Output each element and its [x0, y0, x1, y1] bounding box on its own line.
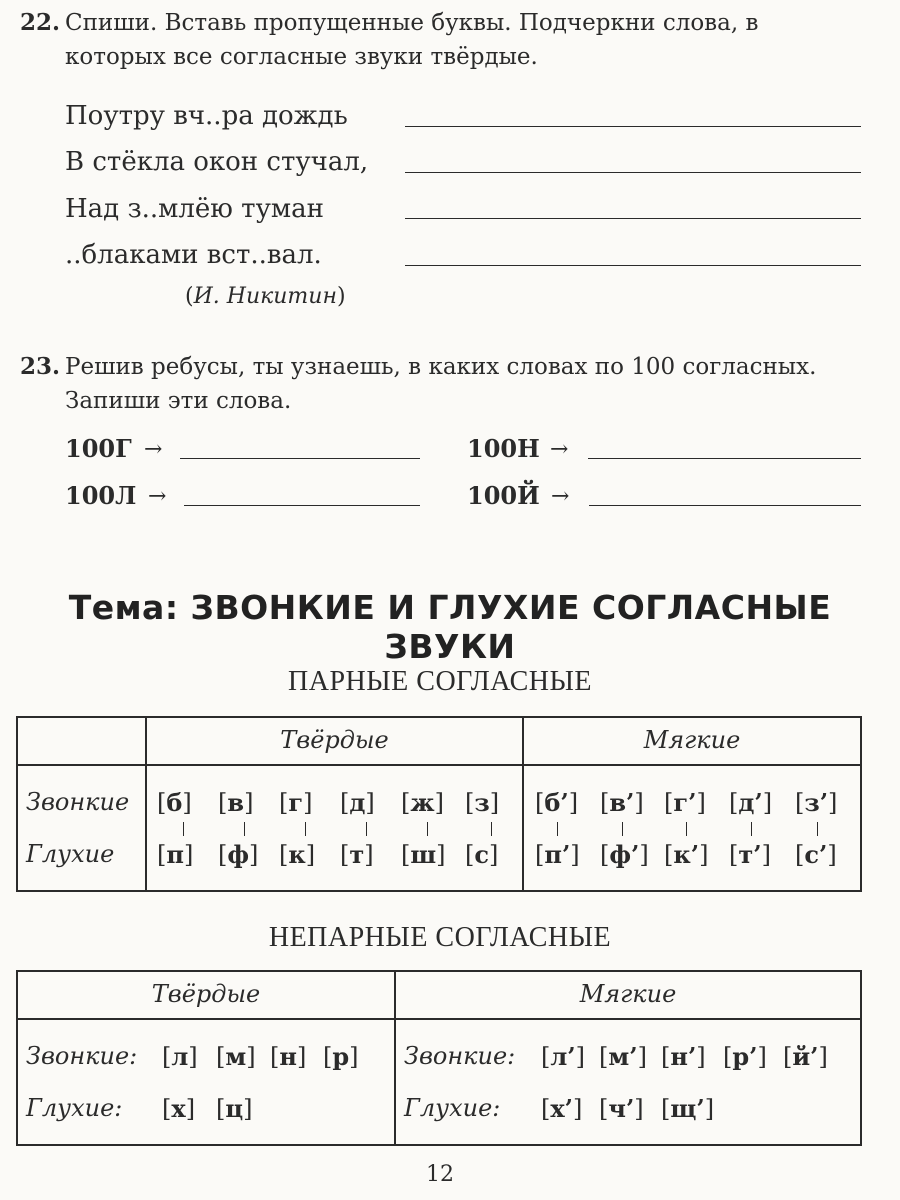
poem-line-3: Над з..млёю туман — [65, 194, 324, 224]
answer-line-4[interactable] — [405, 265, 861, 266]
author-name: И. Никитин — [193, 284, 337, 309]
rebus-answer-line-3[interactable] — [184, 505, 420, 506]
rebus-answer-line-1[interactable] — [180, 458, 420, 459]
sound-hard-voiceless: [т] — [340, 840, 374, 869]
sound-unpaired-soft-voiced: [л’] — [541, 1042, 586, 1071]
sound-hard-voiced: [ж] — [401, 788, 444, 817]
pair-connector — [491, 822, 492, 836]
unpaired-soft-row-voiceless: Глухие: — [404, 1094, 501, 1122]
sound-hard-voiceless: [ш] — [401, 840, 446, 869]
sound-hard-voiced: [д] — [340, 788, 375, 817]
sound-hard-voiced: [г] — [279, 788, 313, 817]
answer-line-3[interactable] — [405, 218, 861, 219]
task-23-number: 23. — [20, 353, 61, 380]
rebus-4: 100Й — [467, 481, 540, 510]
rebus-1: 100Г — [65, 434, 132, 463]
sound-soft-voiceless: [ф’] — [600, 840, 649, 869]
unpaired-col-soft: Мягкие — [579, 980, 677, 1008]
sound-soft-voiceless: [п’] — [535, 840, 580, 869]
page-number: 12 — [426, 1162, 454, 1187]
answer-line-2[interactable] — [405, 172, 861, 173]
pair-connector — [557, 822, 558, 836]
paired-heading: ПАРНЫЕ СОГЛАСНЫЕ — [288, 666, 592, 697]
sound-soft-voiced: [б’] — [535, 788, 579, 817]
sound-unpaired-soft-voiceless: [ч’] — [599, 1094, 644, 1123]
pair-connector — [817, 822, 818, 836]
rebus-answer-line-2[interactable] — [588, 458, 861, 459]
sound-soft-voiced: [в’] — [600, 788, 644, 817]
unpaired-heading: НЕПАРНЫЕ СОГЛАСНЫЕ — [268, 922, 612, 953]
task-23-instructions: Решив ребусы, ты узнаешь, в каких словах по 100 согласных. Запиши эти слова. — [65, 354, 817, 414]
sound-unpaired-soft-voiceless: [щ’] — [661, 1094, 715, 1123]
table-divider — [16, 1018, 862, 1020]
table-divider — [16, 764, 862, 766]
sound-unpaired-soft-voiceless: [х’] — [541, 1094, 583, 1123]
sound-unpaired-soft-voiced: [м’] — [599, 1042, 647, 1071]
sound-unpaired-hard-voiced: [м] — [216, 1042, 256, 1071]
sound-hard-voiced: [б] — [157, 788, 192, 817]
task-22-number: 22. — [20, 9, 61, 36]
unpaired-soft-row-voiced: Звонкие: — [404, 1042, 516, 1070]
sound-soft-voiceless: [т’] — [729, 840, 771, 869]
rebus-2: 100Н — [467, 434, 540, 463]
pair-connector — [751, 822, 752, 836]
sound-unpaired-soft-voiced: [н’] — [661, 1042, 706, 1071]
sound-hard-voiceless: [к] — [279, 840, 316, 869]
paired-col-hard: Твёрдые — [280, 726, 389, 754]
paired-col-soft: Мягкие — [643, 726, 741, 754]
topic-title: Тема: ЗВОНКИЕ И ГЛУХИЕ СОГЛАСНЫЕ ЗВУКИ — [68, 588, 832, 666]
paired-row-voiced: Звонкие — [26, 788, 130, 816]
sound-soft-voiced: [з’] — [795, 788, 838, 817]
pair-connector — [244, 822, 245, 836]
rebus-3: 100Л — [65, 481, 137, 510]
pair-connector — [366, 822, 367, 836]
arrow-icon: → — [551, 484, 570, 509]
sound-unpaired-hard-voiced: [н] — [270, 1042, 307, 1071]
sound-hard-voiced: [з] — [465, 788, 500, 817]
arrow-icon: → — [148, 484, 167, 509]
sound-unpaired-soft-voiced: [й’] — [783, 1042, 828, 1071]
poem-author: (И. Никитин) — [185, 284, 346, 309]
unpaired-hard-row-voiced: Звонкие: — [26, 1042, 138, 1070]
sound-soft-voiced: [д’] — [729, 788, 773, 817]
sound-soft-voiceless: [с’] — [795, 840, 837, 869]
task-22-instructions: Спиши. Вставь пропущенные буквы. Подчеркни слова, в которых все согласные звуки твёрдые. — [65, 10, 759, 70]
sound-unpaired-hard-voiced: [л] — [162, 1042, 198, 1071]
sound-soft-voiced: [г’] — [664, 788, 706, 817]
sound-hard-voiceless: [п] — [157, 840, 194, 869]
poem-line-2: В стёкла окон стучал, — [65, 147, 369, 177]
pair-connector — [305, 822, 306, 836]
sound-hard-voiced: [в] — [218, 788, 254, 817]
rebus-answer-line-4[interactable] — [589, 505, 861, 506]
poem-line-4: ..блаками вст..вал. — [65, 240, 322, 270]
arrow-icon: → — [550, 437, 569, 462]
sound-unpaired-soft-voiced: [р’] — [723, 1042, 767, 1071]
paired-row-voiceless: Глухие — [26, 840, 115, 868]
sound-unpaired-hard-voiceless: [ц] — [216, 1094, 253, 1123]
answer-line-1[interactable] — [405, 126, 861, 127]
sound-soft-voiceless: [к’] — [664, 840, 709, 869]
unpaired-col-hard: Твёрдые — [151, 980, 261, 1008]
arrow-icon: → — [144, 437, 163, 462]
unpaired-hard-row-voiceless: Глухие: — [26, 1094, 123, 1122]
sound-hard-voiceless: [с] — [465, 840, 499, 869]
sound-unpaired-hard-voiced: [р] — [323, 1042, 359, 1071]
poem-line-1: Поутру вч..ра дождь — [65, 101, 348, 131]
pair-connector — [686, 822, 687, 836]
sound-unpaired-hard-voiceless: [х] — [162, 1094, 196, 1123]
sound-hard-voiceless: [ф] — [218, 840, 259, 869]
pair-connector — [622, 822, 623, 836]
pair-connector — [427, 822, 428, 836]
pair-connector — [183, 822, 184, 836]
